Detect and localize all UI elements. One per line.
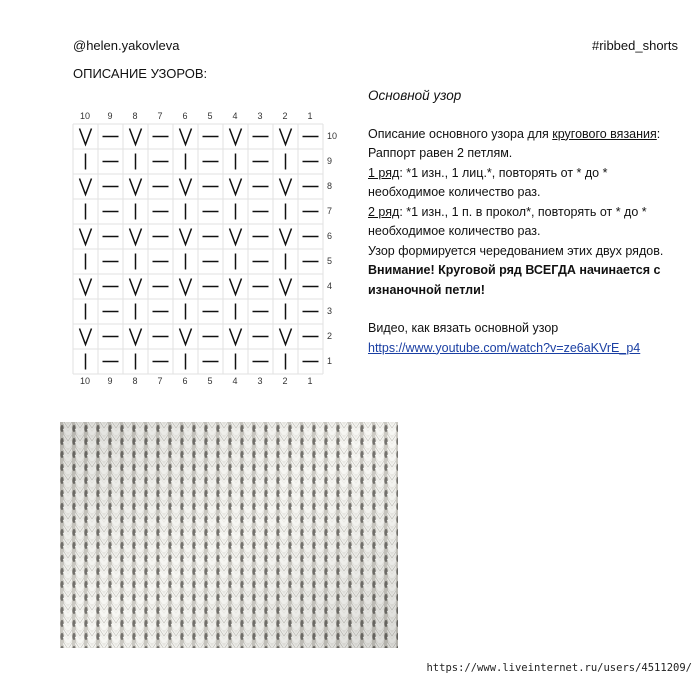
column-number: 3 bbox=[257, 111, 263, 121]
row-number: 6 bbox=[327, 231, 333, 241]
purl-slip-symbol bbox=[280, 329, 292, 345]
row-number: 7 bbox=[327, 206, 333, 216]
purl-slip-symbol bbox=[80, 329, 92, 345]
purl-slip-symbol bbox=[180, 229, 192, 245]
column-number: 8 bbox=[132, 111, 138, 121]
purl-slip-symbol bbox=[80, 179, 92, 195]
column-number: 8 bbox=[132, 376, 138, 386]
column-number: 4 bbox=[232, 376, 238, 386]
column-number: 2 bbox=[282, 111, 288, 121]
column-number: 9 bbox=[107, 376, 113, 386]
purl-slip-symbol bbox=[180, 129, 192, 145]
row-number: 10 bbox=[327, 131, 338, 141]
row1-text: : *1 изн., 1 лиц.*, повторять от * до * необходимое количество раз. bbox=[368, 165, 608, 199]
hashtag: #ribbed_shorts bbox=[592, 38, 678, 53]
intro-suffix: : bbox=[656, 126, 661, 141]
purl-slip-symbol bbox=[280, 229, 292, 245]
row2-label: 2 ряд bbox=[368, 204, 400, 219]
chart-grid bbox=[72, 110, 352, 390]
circular-knitting-link[interactable]: кругового вязания bbox=[552, 126, 657, 141]
knit-texture-image bbox=[60, 422, 398, 648]
column-number: 1 bbox=[307, 111, 313, 121]
row-number: 9 bbox=[327, 156, 333, 166]
purl-slip-symbol bbox=[230, 229, 242, 245]
row2-line bbox=[368, 203, 688, 242]
video-link[interactable]: https://www.youtube.com/watch?v=ze6aKVrE_p4 bbox=[368, 340, 641, 355]
repeat-line: Раппорт равен 2 петлям. bbox=[368, 146, 513, 160]
purl-slip-symbol bbox=[130, 129, 142, 145]
purl-slip-symbol bbox=[280, 279, 292, 295]
row-number: 8 bbox=[327, 181, 333, 191]
purl-slip-symbol bbox=[230, 329, 242, 345]
purl-slip-symbol bbox=[130, 279, 142, 295]
video-label: Видео, как вязать основной узор bbox=[368, 321, 559, 335]
column-number: 4 bbox=[232, 111, 238, 121]
pattern-chart bbox=[72, 110, 352, 390]
row-number: 5 bbox=[327, 256, 333, 266]
section-title: ОПИСАНИЕ УЗОРОВ: bbox=[73, 66, 208, 81]
row1-line bbox=[368, 164, 688, 203]
purl-slip-symbol bbox=[180, 279, 192, 295]
purl-slip-symbol bbox=[280, 179, 292, 195]
purl-slip-symbol bbox=[80, 129, 92, 145]
column-number: 6 bbox=[182, 376, 188, 386]
formed-line: Узор формируется чередованием этих двух рядов. bbox=[368, 243, 664, 258]
purl-slip-symbol bbox=[180, 179, 192, 195]
column-number: 9 bbox=[107, 111, 113, 121]
footer-url: https://www.liveinternet.ru/users/4511209/ bbox=[426, 662, 692, 674]
intro-line bbox=[368, 125, 688, 145]
purl-slip-symbol bbox=[130, 329, 142, 345]
column-number: 6 bbox=[182, 111, 188, 121]
purl-slip-symbol bbox=[230, 129, 242, 145]
column-number: 3 bbox=[257, 376, 263, 386]
knit-sample-photo bbox=[60, 422, 398, 648]
row-number: 3 bbox=[327, 306, 333, 316]
row1-label: 1 ряд bbox=[368, 165, 400, 180]
intro-prefix: Описание основного узора для bbox=[368, 126, 553, 141]
purl-slip-symbol bbox=[180, 329, 192, 345]
pattern-description bbox=[368, 86, 688, 358]
purl-slip-symbol bbox=[130, 229, 142, 245]
column-number: 2 bbox=[282, 376, 288, 386]
purl-slip-symbol bbox=[230, 279, 242, 295]
warning-line: Внимание! Круговой ряд ВСЕГДА начинается с изнаночной петли! bbox=[368, 263, 661, 297]
row2-text: : *1 изн., 1 п. в прокол*, повторять от * до * необходимое количество раз. bbox=[368, 204, 647, 238]
purl-slip-symbol bbox=[230, 179, 242, 195]
column-number: 10 bbox=[79, 376, 90, 386]
purl-slip-symbol bbox=[80, 229, 92, 245]
row-number: 2 bbox=[327, 331, 333, 341]
column-number: 7 bbox=[157, 376, 163, 386]
column-number: 7 bbox=[157, 111, 163, 121]
column-number: 5 bbox=[207, 376, 213, 386]
purl-slip-symbol bbox=[280, 129, 292, 145]
row-number: 1 bbox=[327, 356, 333, 366]
author-handle: @helen.yakovleva bbox=[73, 38, 180, 53]
purl-slip-symbol bbox=[130, 179, 142, 195]
pattern-title: Основной узор bbox=[368, 88, 462, 103]
row-number: 4 bbox=[327, 281, 333, 291]
column-number: 10 bbox=[79, 111, 90, 121]
column-number: 1 bbox=[307, 376, 313, 386]
column-number: 5 bbox=[207, 111, 213, 121]
purl-slip-symbol bbox=[80, 279, 92, 295]
